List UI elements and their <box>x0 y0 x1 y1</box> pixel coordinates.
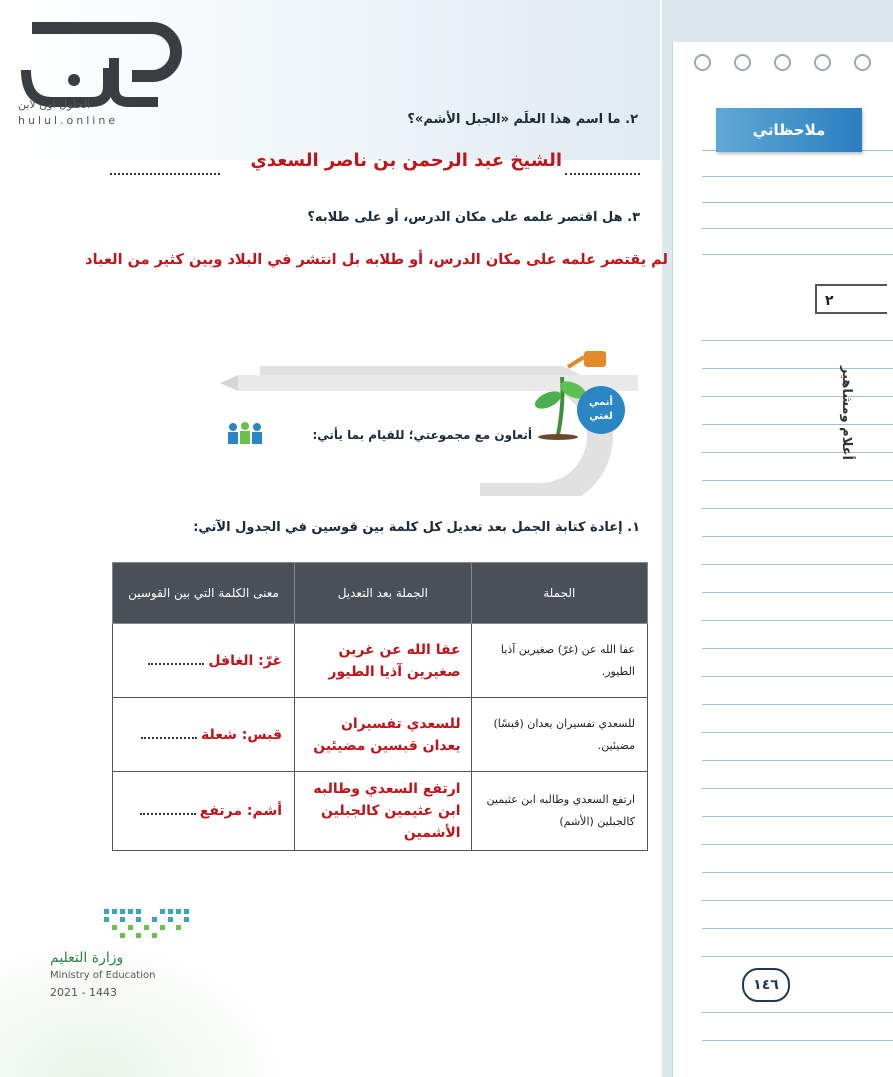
notes-tab: ملاحظاتي <box>716 108 862 152</box>
ruled-line <box>702 424 893 425</box>
footer-wave <box>0 930 300 1077</box>
ruled-line <box>702 340 893 341</box>
ruled-line <box>702 676 893 677</box>
unit-number-box <box>815 284 887 314</box>
ruled-line <box>702 536 893 537</box>
binder-ring <box>814 54 831 71</box>
table-row <box>113 624 648 698</box>
ruled-line <box>702 900 893 901</box>
notebook-paper <box>672 42 893 1077</box>
vocabulary-badge <box>577 386 625 434</box>
table-row <box>113 772 648 851</box>
meaning-dots <box>141 737 197 739</box>
word-meaning-cell[interactable] <box>113 772 295 851</box>
ruled-line <box>702 480 893 481</box>
modified-sentence[interactable]: عفا الله عن غرين صغيرين آذيا الطيور <box>295 624 472 698</box>
word-meaning-cell[interactable] <box>113 624 295 698</box>
modified-sentence[interactable]: للسعدي تفسيران يعدان قبسين مضيئين <box>295 698 472 772</box>
page-number: ١٤٦ <box>742 968 790 1002</box>
binder-ring <box>694 54 711 71</box>
original-sentence: ارتفع السعدي وطالبه ابن عثيمين كالجبلين (الأشم) <box>471 772 647 851</box>
ruled-line <box>702 1012 893 1013</box>
answer-line-right <box>565 172 640 175</box>
collaboration-text: أتعاون مع مجموعتي؛ للقيام بما يأتي: <box>312 428 532 442</box>
ruled-line <box>702 564 893 565</box>
ministry-name-ar: وزارة التعليم <box>50 950 124 966</box>
header-meaning: معنى الكلمة التي بين القوسين <box>113 563 295 624</box>
word-meaning: غرّ: الغافل <box>208 652 283 669</box>
ruled-line <box>702 1040 893 1041</box>
modified-sentence[interactable]: ارتفع السعدي وطالبه ابن عثيمين كالجبلين الأشمين <box>295 772 472 851</box>
ruled-line <box>702 176 893 177</box>
ruled-line <box>702 396 893 397</box>
ruled-line <box>702 732 893 733</box>
ruled-line <box>702 648 893 649</box>
word-meaning-cell[interactable] <box>113 698 295 772</box>
ministry-year: 2021 - 1443 <box>50 986 117 999</box>
word-meaning: أشم: مرتفع <box>199 803 283 819</box>
badge-line-1: أنمي <box>588 397 613 408</box>
sentences-table <box>112 562 648 851</box>
ruled-line <box>702 254 893 255</box>
ruled-line <box>702 202 893 203</box>
unit-number: ٢ <box>825 293 834 309</box>
binder-ring <box>734 54 751 71</box>
badge-line-2: لغتي <box>589 411 613 422</box>
answer-3[interactable]: لم يقتصر علمه على مكان الدرس، أو طلابه بل انتشر في البلاد وبين كثير من العباد <box>85 252 668 268</box>
binder-ring <box>774 54 791 71</box>
logo-english-caption: hulul.online <box>18 114 119 127</box>
original-sentence: للسعدي تفسيران يعدان (قبسًا) مضيئين. <box>471 698 647 772</box>
ruled-line <box>702 760 893 761</box>
word-meaning: قبس: شعلة <box>201 726 283 743</box>
ministry-logo-icon <box>20 905 210 945</box>
ruled-line <box>702 592 893 593</box>
ruled-line <box>702 508 893 509</box>
ruled-line <box>702 788 893 789</box>
ruled-line <box>702 228 893 229</box>
ruled-line <box>702 704 893 705</box>
ruled-line <box>702 872 893 873</box>
ruled-line <box>702 816 893 817</box>
header-modified: الجملة بعد التعديل <box>295 563 472 624</box>
table-instruction: ١. إعادة كتابة الجمل بعد تعديل كل كلمة بين قوسين في الجدول الآتي: <box>193 520 640 535</box>
ruled-line <box>702 620 893 621</box>
answer-line-left <box>110 172 220 175</box>
unit-title: أعلام ومشاهير <box>839 366 854 460</box>
logo-arabic-caption: الحلول اون لاين <box>18 98 90 111</box>
ruled-line <box>702 956 893 957</box>
group-people-icon <box>225 420 265 446</box>
ruled-line <box>702 452 893 453</box>
ruled-line <box>702 844 893 845</box>
table-row <box>113 698 648 772</box>
answer-2[interactable]: الشيخ عبد الرحمن بن ناصر السعدي <box>250 150 562 171</box>
ministry-name-en: Ministry of Education <box>50 970 156 981</box>
question-2: ٢. ما اسم هذا العلَم «الجبل الأشم»؟ <box>407 112 638 127</box>
header-sentence: الجملة <box>471 563 647 624</box>
original-sentence: عفا الله عن (غرّ) صغيرين آذيا الطيور. <box>471 624 647 698</box>
question-3: ٣. هل اقتصر علمه على مكان الدرس، أو على طلابه؟ <box>307 210 640 225</box>
ruled-line <box>702 928 893 929</box>
binder-ring <box>854 54 871 71</box>
meaning-dots <box>148 663 204 665</box>
ruled-line <box>702 368 893 369</box>
meaning-dots <box>140 813 196 815</box>
